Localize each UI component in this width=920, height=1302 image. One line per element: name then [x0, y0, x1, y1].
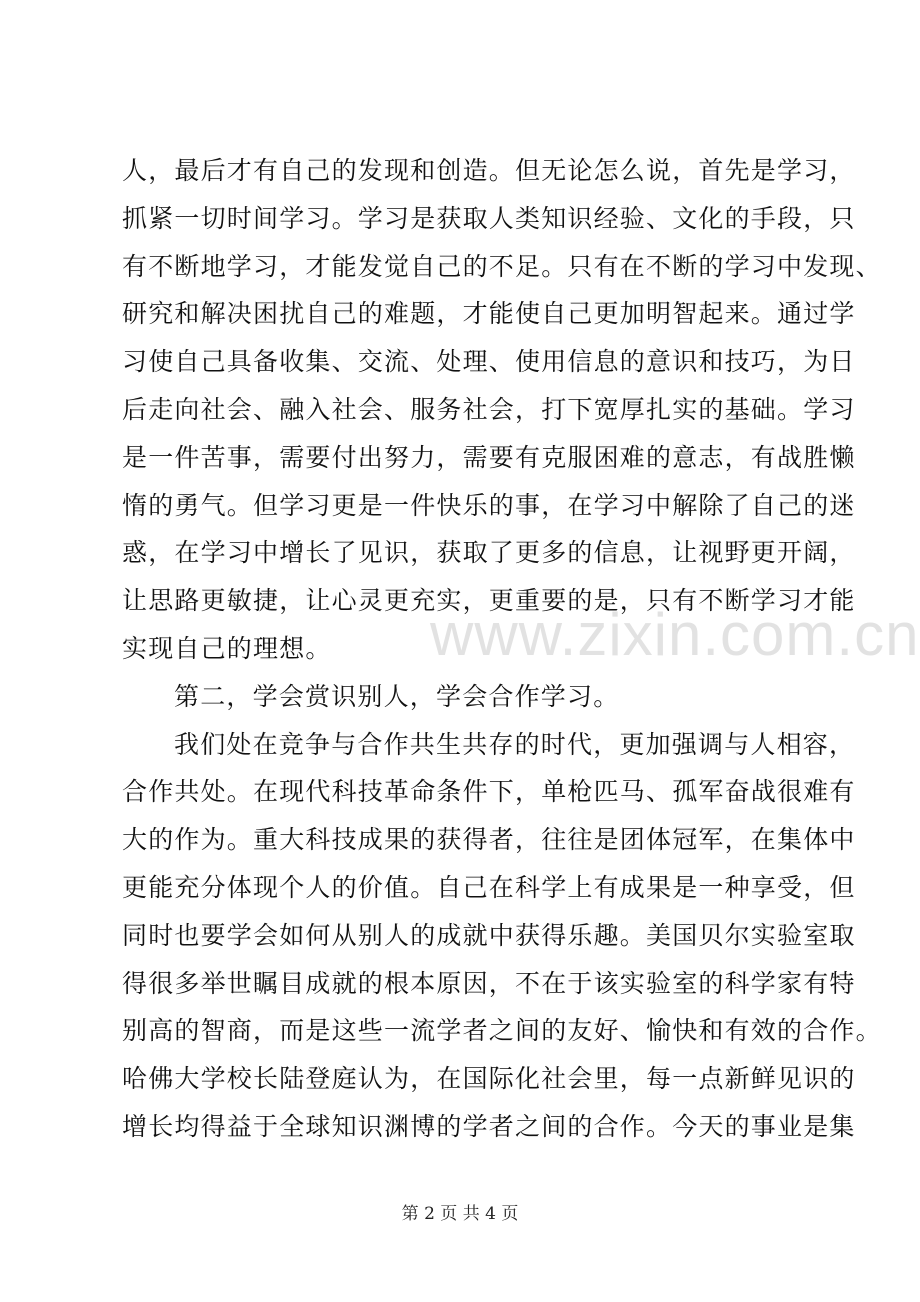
paragraph-start: 我们处在竞争与合作共生共存的时代，更加强调与人相容， — [174, 729, 856, 759]
text-line: 惑，在学习中增长了见识，获取了更多的信息，让视野更开阔， — [122, 538, 856, 568]
text-line: 让思路更敏捷，让心灵更充实，更重要的是，只有不断学习才能 — [122, 586, 856, 616]
text-line: 别高的智商，而是这些一流学者之间的友好、愉快和有效的合作。 — [122, 1016, 882, 1046]
text-line: 同时也要学会如何从别人的成就中获得乐趣。美国贝尔实验室取 — [122, 920, 856, 950]
text-line: 大的作为。重大科技成果的获得者，往往是团体冠军，在集体中 — [122, 825, 856, 855]
text-line: 抓紧一切时间学习。学习是获取人类知识经验、文化的手段，只 — [122, 203, 856, 233]
text-line: 合作共处。在现代科技革命条件下，单枪匹马、孤军奋战很难有 — [122, 777, 856, 807]
text-line: 后走向社会、融入社会、服务社会，打下宽厚扎实的基础。学习 — [122, 394, 856, 424]
watermark: www.zixin.com.cn — [430, 601, 920, 668]
text-line: 哈佛大学校长陆登庭认为，在国际化社会里，每一点新鲜见识的 — [122, 1064, 856, 1094]
text-line: 更能充分体现个人的价值。自己在科学上有成果是一种享受，但 — [122, 872, 856, 902]
page-number-footer: 第 2 页 共 4 页 — [401, 1204, 519, 1224]
text-line: 有不断地学习，才能发觉自己的不足。只有在不断的学习中发现、 — [122, 251, 882, 281]
text-line: 是一件苦事，需要付出努力，需要有克服困难的意志，有战胜懒 — [122, 442, 856, 472]
text-line: 得很多举世瞩目成就的根本原因，不在于该实验室的科学家有特 — [122, 968, 856, 998]
text-line: 研究和解决困扰自己的难题，才能使自己更加明智起来。通过学 — [122, 299, 856, 329]
text-line: 增长均得益于全球知识渊博的学者之间的合作。今天的事业是集 — [122, 1111, 856, 1141]
text-line: 习使自己具备收集、交流、处理、使用信息的意识和技巧，为日 — [122, 347, 856, 377]
text-line: 人，最后才有自己的发现和创造。但无论怎么说，首先是学习， — [122, 156, 856, 185]
text-line: 惰的勇气。但学习更是一件快乐的事，在学习中解除了自己的迷 — [122, 490, 856, 520]
body-text — [122, 147, 882, 1151]
text-line: 实现自己的理想。 — [122, 633, 332, 663]
section-heading: 第二，学会赏识别人，学会合作学习。 — [174, 681, 620, 711]
